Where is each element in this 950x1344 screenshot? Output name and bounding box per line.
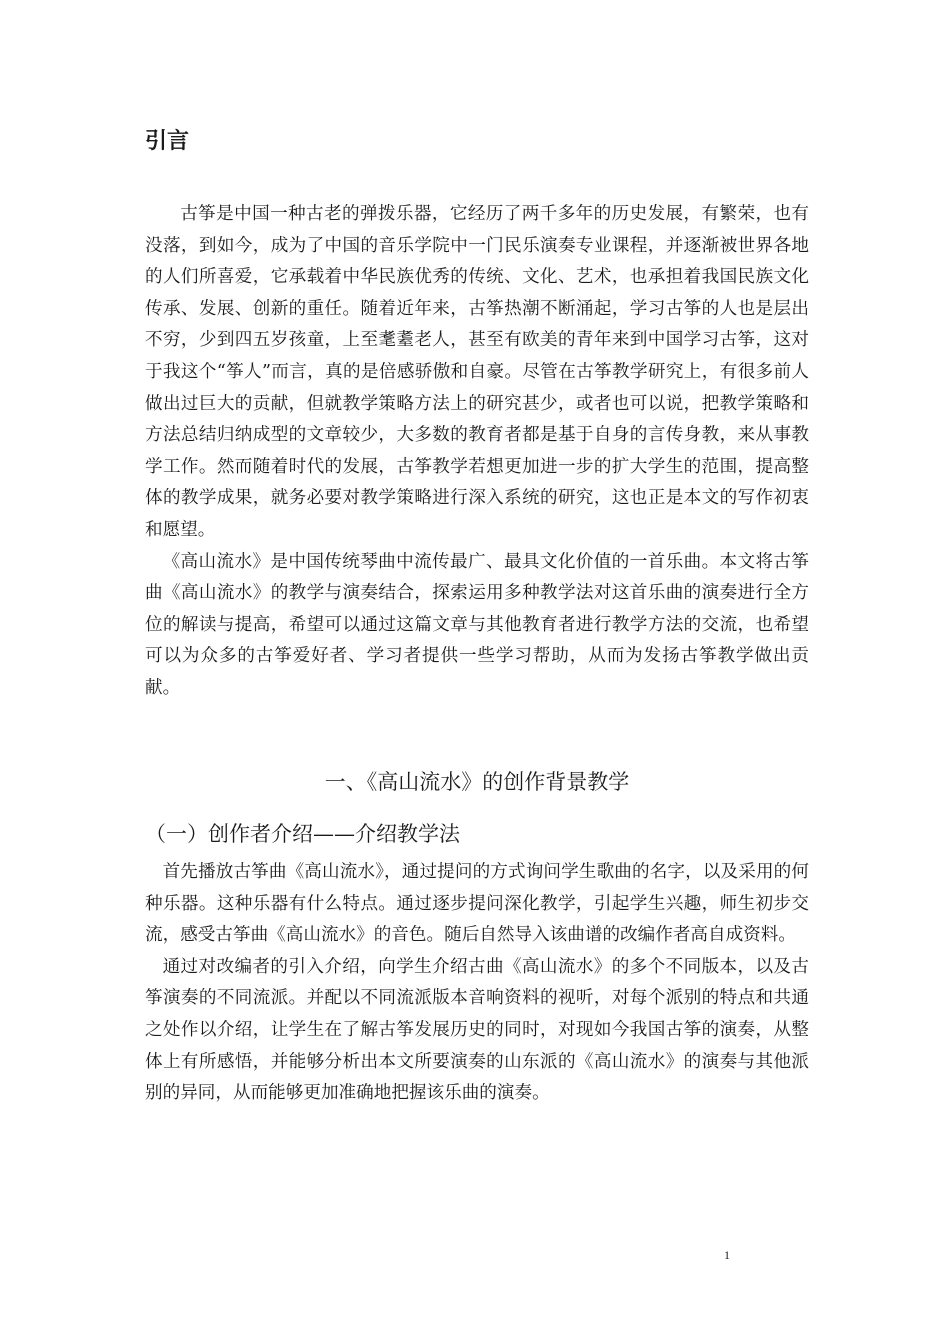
intro-heading: 引言 bbox=[145, 129, 190, 154]
intro-paragraph: 《高山流水》是中国传统琴曲中流传最广、最具文化价值的一首乐曲。本文将古筝曲《高山流水》的教学与演奏结合，探索运用多种教学法对这首乐曲的演奏进行全方位的解读与提高，希望可以通过这篇文章与其他教育者进行教学方法的交流，也希望可以为众多的古筝爱好者、学习者提供一些学习帮助，从而为发扬古筝教学做出贡献。 bbox=[145, 551, 809, 698]
intro-paragraph: 古筝是中国一种古老的弹拨乐器，它经历了两千多年的历史发展，有繁荣，也有没落，到如今，成为了中国的音乐学院中一门民乐演奏专业课程，并逐渐被世界各地的人们所喜爱，它承载着中华民族优秀的传统、文化、艺术，也承担着我国民族文化传承、发展、创新的重任。随着近年来，古筝热潮不断涌起，学习古筝的人也是层出不穷，少到四五岁孩童，上至耄耋老人，甚至有欧美的青年来到中国学习古筝，这对于我这个“筝人”而言，真的是倍感骄傲和自豪。尽管在古筝教学研究上，有很多前人做出过巨大的贡献，但就教学策略方法上的研究甚少，或者也可以说，把教学策略和方法总结归纳成型的文章较少，大多数的教育者都是基于自身的言传身教，来从事教学工作。然而随着时代的发展，古筝教学若想更加进一步的扩大学生的范围，提高整体的教学成果，就务必要对教学策略进行深入系统的研究，这也正是本文的写作初衷和愿望。 bbox=[145, 204, 809, 540]
section-body bbox=[145, 857, 809, 1110]
section-paragraph: 首先播放古筝曲《高山流水》，通过提问的方式询问学生歌曲的名字，以及采用的何种乐器。这种乐器有什么特点。通过逐步提问深化教学，引起学生兴趣，师生初步交流，感受古筝曲《高山流水》的音色。随后自然导入该曲谱的改编作者高自成资料。 bbox=[145, 862, 809, 946]
section-heading: （一）创作者介绍——介绍教学法 bbox=[145, 822, 460, 846]
chapter-heading: 一、《高山流水》的创作背景教学 bbox=[324, 770, 630, 794]
page-number: 1 bbox=[724, 1248, 730, 1262]
intro-body bbox=[145, 199, 809, 705]
section-paragraph: 通过对改编者的引入介绍，向学生介绍古曲《高山流水》的多个不同版本，以及古筝演奏的不同流派。并配以不同流派版本音响资料的视听，对每个派别的特点和共通之处作以介绍，让学生在了解古筝发展历史的同时，对现如今我国古筝的演奏，从整体上有所感悟，并能够分析出本文所要演奏的山东派的《高山流水》的演奏与其他派别的异同，从而能够更加准确地把握该乐曲的演奏。 bbox=[145, 956, 809, 1104]
